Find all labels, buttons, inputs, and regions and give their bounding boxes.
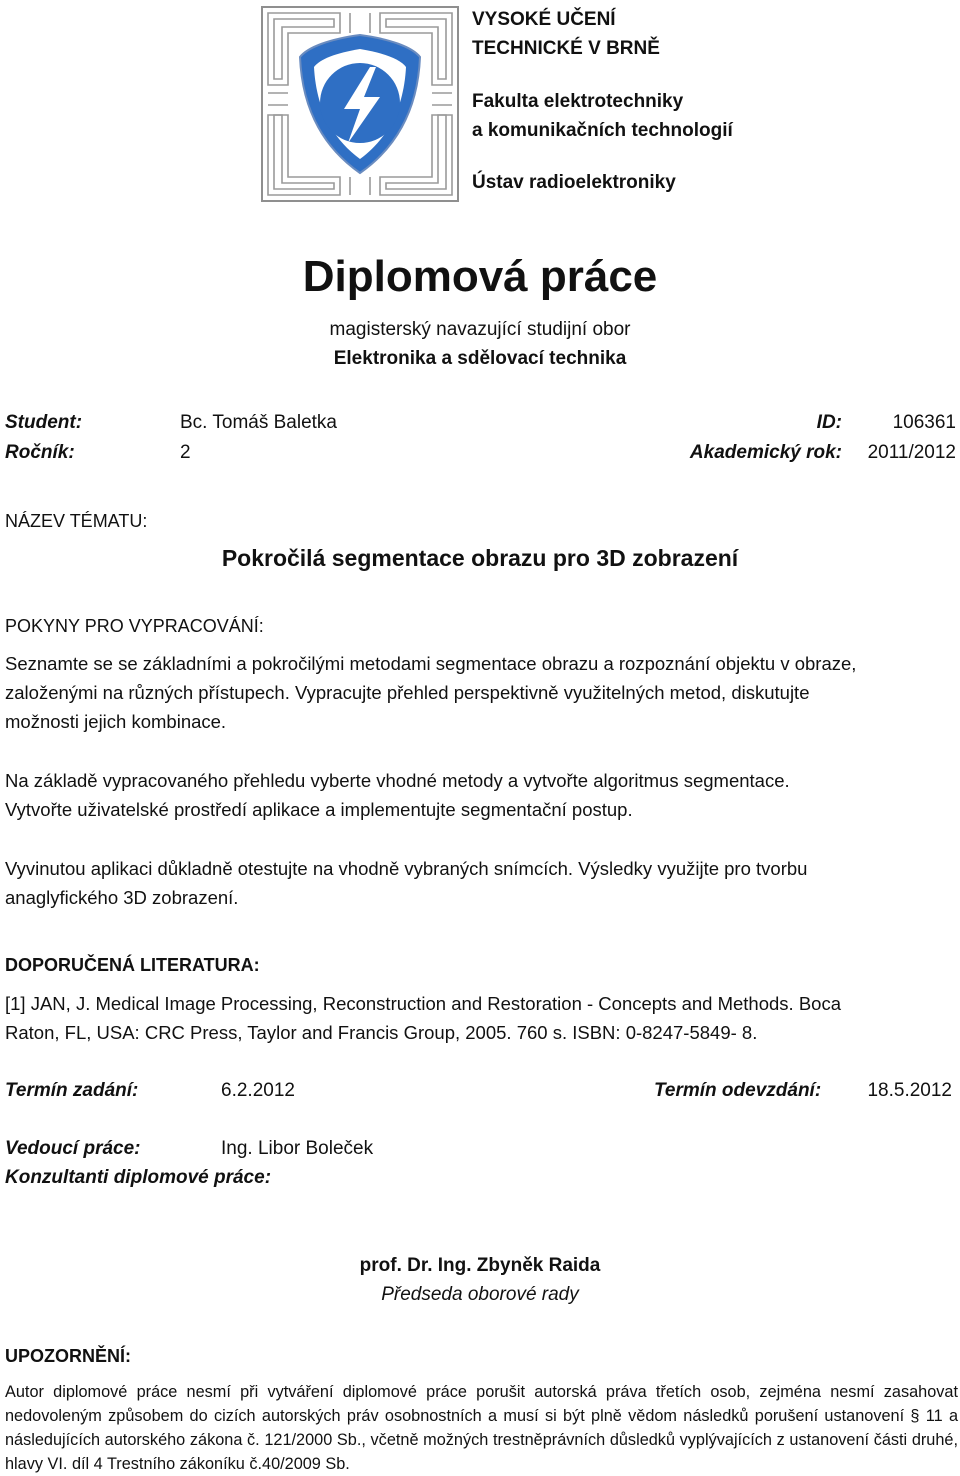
academic-year-label: Akademický rok: xyxy=(689,442,842,463)
instructions-line: anaglyfického 3D zobrazení. xyxy=(5,887,239,908)
instructions-paragraph-2 xyxy=(5,766,957,824)
supervisor-value: Ing. Libor Boleček xyxy=(221,1138,374,1159)
instructions-paragraph-1 xyxy=(5,649,957,736)
faculty-name-line2: a komunikačních technologií xyxy=(472,120,733,141)
due-date-value: 18.5.2012 xyxy=(867,1080,952,1101)
university-name-line2: TECHNICKÉ V BRNĚ xyxy=(472,38,660,59)
student-label: Student: xyxy=(5,412,83,433)
university-logo xyxy=(260,5,460,203)
instructions-paragraph-3 xyxy=(5,854,957,912)
consultants-label: Konzultanti diplomové práce: xyxy=(5,1167,272,1188)
warning-text: Autor diplomové práce nesmí při vytváření diplomové práce porušit autorská práva třetích osob, zejména nesmí zasahovat nedovoleným způsobem do cizích autorských práv osobnostních a musí si být plně vědom následků porušení ustanovení § 11 a následujících autorského zákona č. 121/2000 Sb., včetně možných trestněprávních důsledků vyplývajících z ustanovení části druhé, hlavy VI. díl 4 Trestního zákoníku č.40/2009 Sb. xyxy=(5,1383,958,1473)
study-program: magisterský navazující studijní obor xyxy=(329,319,631,340)
literature-line: [1] JAN, J. Medical Image Processing, Reconstruction and Restoration - Concepts and Methods. Boca xyxy=(5,993,841,1014)
study-field: Elektronika a sdělovací technika xyxy=(333,348,627,369)
assigned-date-value: 6.2.2012 xyxy=(221,1080,295,1101)
instructions-line: založenými na různých přístupech. Vypracujte přehled perspektivně využitelných metod, diskutujte xyxy=(5,682,810,703)
chair-role: Předseda oborové rady xyxy=(381,1284,579,1305)
instructions-line: Seznamte se se základními a pokročilými metodami segmentace obrazu a rozpoznání objektu v obraze, xyxy=(5,653,857,674)
year-label: Ročník: xyxy=(5,442,75,463)
university-name-line1: VYSOKÉ UČENÍ xyxy=(472,9,616,30)
id-value: 106361 xyxy=(892,412,956,433)
literature-reference xyxy=(5,989,957,1047)
student-value: Bc. Tomáš Baletka xyxy=(180,412,338,433)
academic-year-value: 2011/2012 xyxy=(867,442,956,463)
id-label: ID: xyxy=(816,412,842,433)
instructions-line: Vytvořte uživatelské prostředí aplikace a implementujte segmentační postup. xyxy=(5,799,633,820)
document-title: Diplomová práce xyxy=(302,252,658,301)
due-date-label: Termín odevzdání: xyxy=(654,1080,822,1101)
instructions-line: Na základě vypracovaného přehledu vyberte vhodné metody a vytvořte algoritmus segmentace. xyxy=(5,770,790,791)
chair-name: prof. Dr. Ing. Zbyněk Raida xyxy=(359,1255,601,1276)
topic-heading: NÁZEV TÉMATU: xyxy=(5,511,148,531)
faculty-name-line1: Fakulta elektrotechniky xyxy=(472,91,684,112)
year-value: 2 xyxy=(180,442,191,463)
literature-line: Raton, FL, USA: CRC Press, Taylor and Francis Group, 2005. 760 s. ISBN: 0-8247-5849- 8. xyxy=(5,1022,758,1043)
assigned-date-label: Termín zadání: xyxy=(5,1080,139,1101)
supervisor-label: Vedoucí práce: xyxy=(5,1138,141,1159)
instructions-line: Vyvinutou aplikaci důkladně otestujte na vhodně vybraných snímcích. Výsledky využijte pro tvorbu xyxy=(5,858,808,879)
warning-heading: UPOZORNĚNÍ: xyxy=(5,1346,131,1366)
literature-heading: DOPORUČENÁ LITERATURA: xyxy=(5,955,260,975)
department-name: Ústav radioelektroniky xyxy=(472,172,676,193)
instructions-line: možnosti jejich kombinace. xyxy=(5,711,227,732)
instructions-heading: POKYNY PRO VYPRACOVÁNÍ: xyxy=(5,616,264,636)
topic-title: Pokročilá segmentace obrazu pro 3D zobrazení xyxy=(221,545,739,571)
